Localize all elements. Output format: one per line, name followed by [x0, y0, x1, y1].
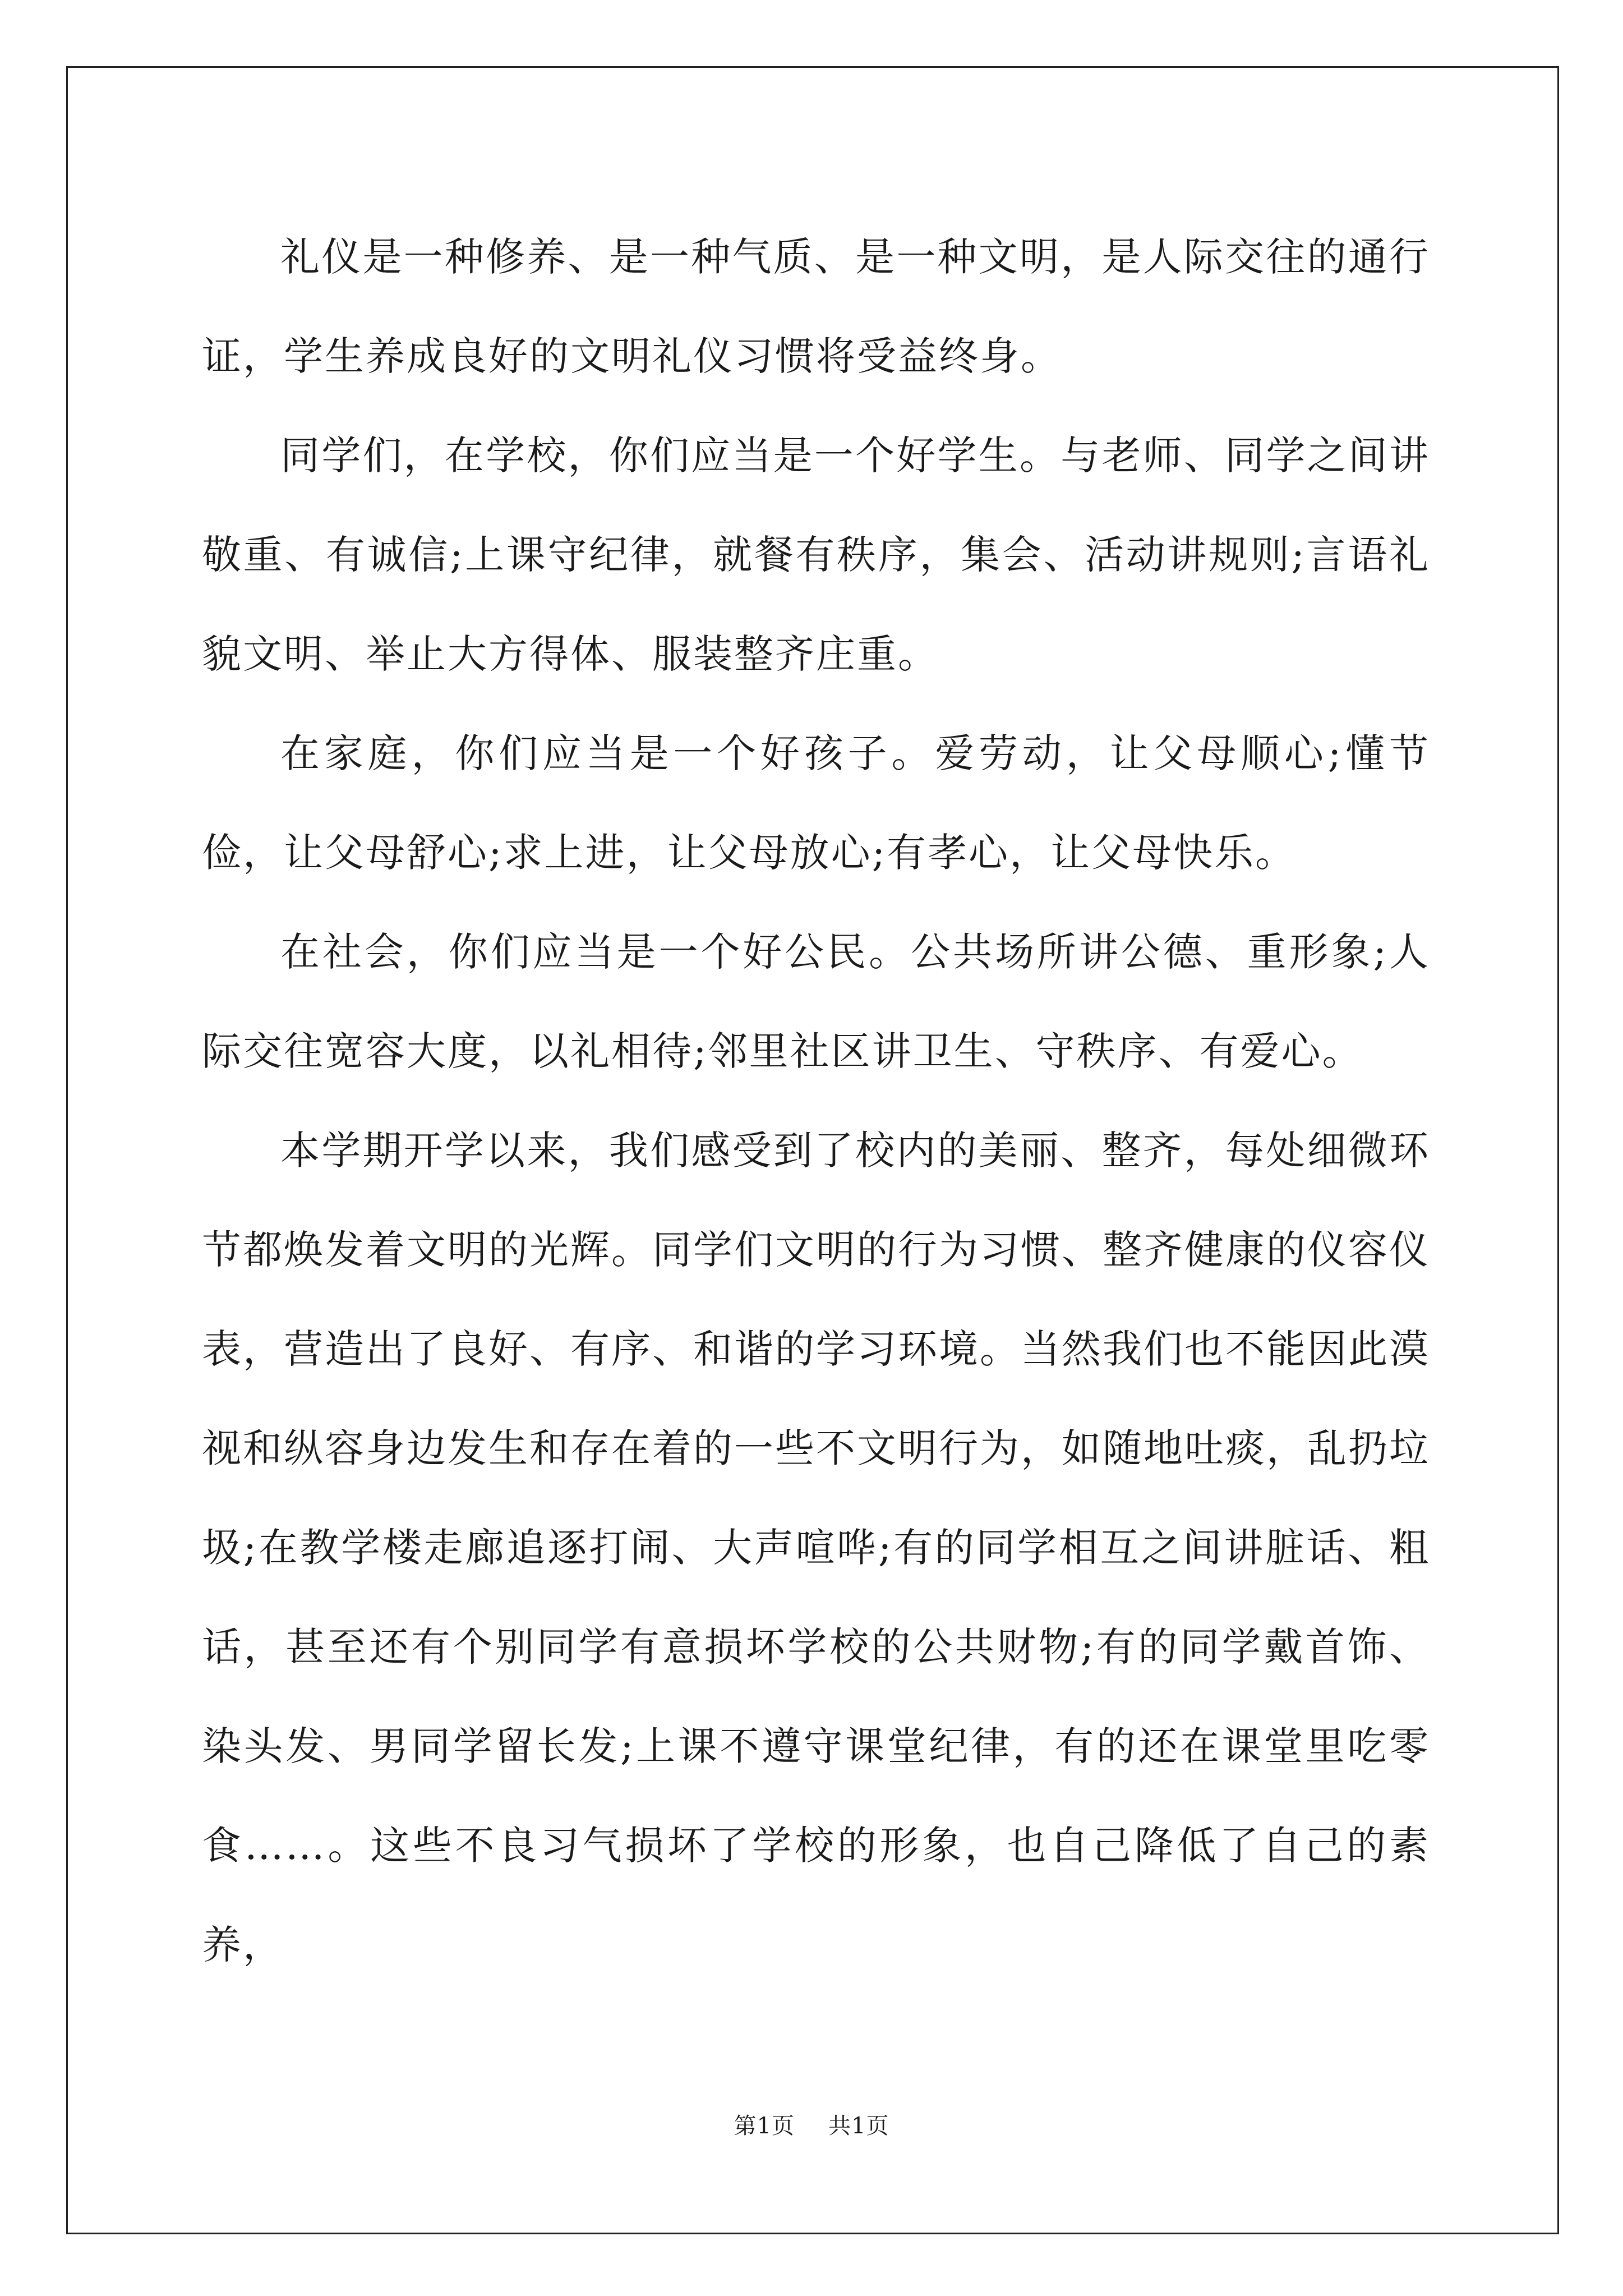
- page-footer: [0, 2109, 1623, 2143]
- paragraph-at-home: 在家庭，你们应当是一个好孩子。爱劳动，让父母顺心;懂节俭，让父母舒心;求上进，让父母放心;有孝心，让父母快乐。: [202, 730, 1430, 876]
- paragraph-at-school: 同学们，在学校，你们应当是一个好学生。与老师、同学之间讲敬重、有诚信;上课守纪律，就餐有秩序，集会、活动讲规则;言语礼貌文明、举止大方得体、服装整齐庄重。: [202, 432, 1430, 677]
- paragraph-in-society: 在社会，你们应当是一个好公民。公共场所讲公德、重形象;人际交往宽容大度，以礼相待;邻里社区讲卫生、守秩序、有爱心。: [202, 929, 1430, 1074]
- paragraph-etiquette-intro: 礼仪是一种修养、是一种气质、是一种文明，是人际交往的通行证，学生养成良好的文明礼仪习惯将受益终身。: [202, 234, 1430, 379]
- page-total: 共1页: [828, 2113, 889, 2139]
- document-body: [202, 208, 1430, 1995]
- page-number: 第1页: [734, 2113, 795, 2139]
- paragraph-this-semester: 本学期开学以来，我们感受到了校内的美丽、整齐，每处细微环节都焕发着文明的光辉。同学们文明的行为习惯、整齐健康的仪容仪表，营造出了良好、有序、和谐的学习环境。当然我们也不能因此漠视和纵容身边发生和存在着的一些不文明行为，如随地吐痰，乱扔垃圾;在教学楼走廊追逐打闹、大声喧哗;有的同学相互之间讲脏话、粗话，甚至还有个别同学有意损坏学校的公共财物;有的同学戴首饰、染头发、男同学留长发;上课不遵守课堂纪律，有的还在课堂里吃零食……。这些不良习气损坏了学校的形象，也自己降低了自己的素养，: [202, 1128, 1430, 1968]
